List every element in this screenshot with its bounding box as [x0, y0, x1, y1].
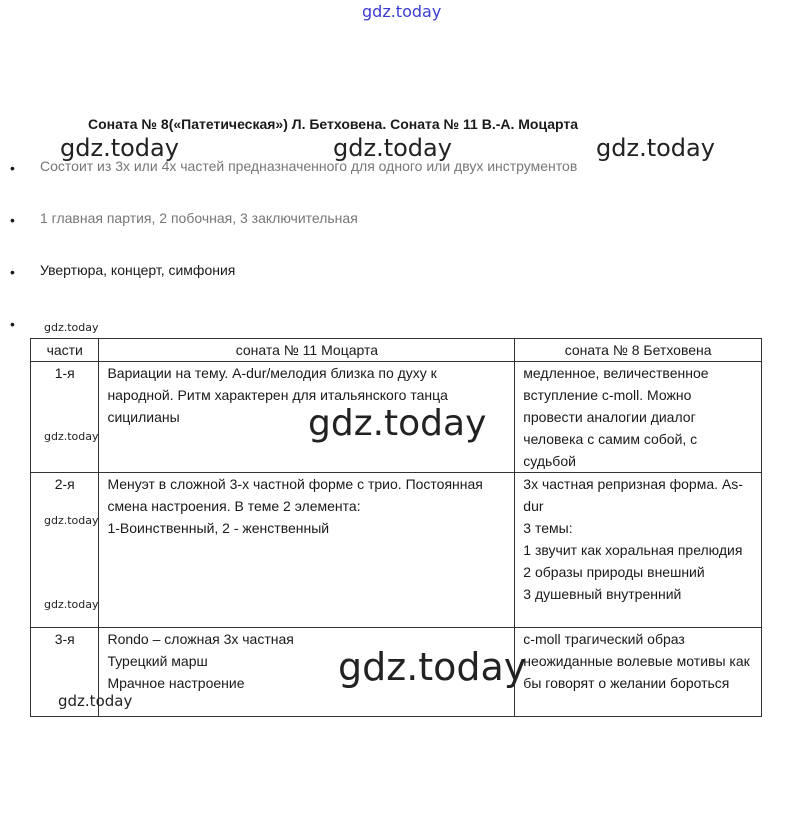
watermark: gdz.today: [44, 514, 99, 527]
table-cell-part: 2-я: [31, 473, 99, 628]
watermark: gdz.today: [44, 321, 99, 334]
table-cell-part: 3-я: [31, 628, 99, 717]
bullet-icon: •: [10, 264, 15, 280]
watermark: gdz.today: [44, 430, 99, 443]
column-header-mozart: соната № 11 Моцарта: [99, 339, 515, 362]
watermark: gdz.today: [58, 692, 133, 710]
watermark: gdz.today: [596, 134, 715, 162]
list-item-text: 1 главная партия, 2 побочная, 3 заключительная: [40, 210, 358, 226]
table-row: [31, 473, 762, 628]
list-item-text: Состоит из 3х или 4х частей предназначенного для одного или двух инструментов: [40, 158, 578, 174]
table-cell-beethoven: c-moll трагический образ неожиданные волевые мотивы как бы говорят о желании бороться: [515, 628, 762, 717]
watermark-top: gdz.today: [362, 2, 442, 21]
table-cell-mozart: Менуэт в сложной 3-х частной форме с трио. Постоянная смена настроения. В теме 2 элемента: 1-Воинственный, 2 - женственный: [99, 473, 515, 628]
column-header-parts: части: [31, 339, 99, 362]
table-header-row: [31, 339, 762, 362]
watermark: gdz.today: [44, 598, 99, 611]
table-cell-mozart: Rondo – сложная 3х частная Турецкий марш Мрачное настроение: [99, 628, 515, 717]
bullet-icon: •: [10, 160, 15, 176]
table-cell-beethoven: медленное, величественное вступление c-moll. Можно провести аналогии диалог человека с самим собой, с судьбой: [515, 362, 762, 473]
table-cell-part: 1-я: [31, 362, 99, 473]
bullet-icon: •: [10, 212, 15, 228]
page-title: Соната № 8(«Патетическая») Л. Бетховена. Соната № 11 В.-А. Моцарта: [88, 116, 579, 132]
bullet-icon: •: [10, 316, 15, 332]
column-header-beethoven: соната № 8 Бетховена: [515, 339, 762, 362]
watermark: gdz.today: [333, 134, 452, 162]
table-cell-beethoven: 3х частная репризная форма. As-dur 3 темы: 1 звучит как хоральная прелюдия 2 образы природы внешний 3 душевный внутренний: [515, 473, 762, 628]
watermark: gdz.today: [308, 403, 487, 444]
list-item-text: Увертюра, концерт, симфония: [40, 262, 236, 278]
watermark: gdz.today: [338, 645, 527, 689]
table-cell-mozart: Вариации на тему. A-dur/мелодия близка по духу к народной. Ритм характерен для итальянского танца сицилианы: [99, 362, 515, 473]
watermark: gdz.today: [60, 134, 179, 162]
